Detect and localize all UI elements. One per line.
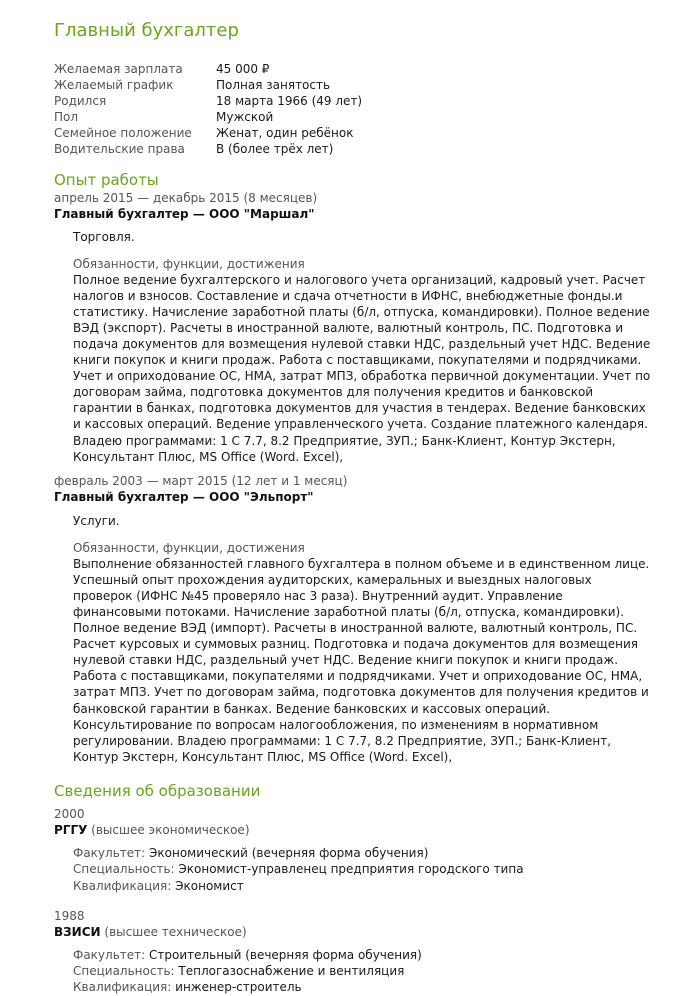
institution-name: ВЗИСИ xyxy=(54,924,101,939)
detail-value: 18 марта 1966 (49 лет) xyxy=(216,94,363,109)
job-duties: Полное ведение бухгалтерского и налогового учета организаций, кадровый учет. Расчет налогов и взносов. Составление и сдача отчетности в ИФНС, внебюджетные фонды.и статистику. Начисление заработной платы (б/л, отпуска, командировки). Полное ведение ВЭД (экспорт). Расчеты в иностранной валюте, валютный контроль, ПС. Подготовка и подача документов для возмещения нулевой ставки НДС, раздельный учет НДС. Ведение книги покупок и книги продаж. Работа с поставщиками, покупателями и подрядчиками. Учет и оприходование ОС, НМА, затрат МПЗ, обработка первичной документации. Учет по договорам займа, подготовка документов для получения кредитов и банковской гарантии в банках, подготовка документов для участия в тендерах. Ведение банковских и кассовых операций. Ведение управленческого учета. Создание платежного календаря. Владею программами: 1 С 7.7, 8.2 Предприятие, ЗУП.; Банк-Клиент, Контур Экстерн, Консультант Плюс, MS Office (Word. Excel), xyxy=(73,272,651,464)
detail-row-schedule xyxy=(54,77,646,93)
education-fields xyxy=(73,845,646,894)
education-fields xyxy=(73,947,646,996)
job-period: февраль 2003 — март 2015 (12 лет и 1 месяц) xyxy=(54,473,348,488)
duties-label: Обязанности, функции, достижения xyxy=(73,540,305,555)
qualification-label: Квалификация: xyxy=(73,878,172,893)
faculty-row xyxy=(73,845,646,861)
job-entry xyxy=(54,190,651,465)
education-heading: Сведения об образовании xyxy=(54,781,261,800)
detail-value: B (более трёх лет) xyxy=(216,142,334,157)
detail-row-gender xyxy=(54,109,646,125)
job-entry xyxy=(54,473,650,765)
qualification-value: Экономист xyxy=(175,878,244,893)
institution-kind: (высшее техническое) xyxy=(104,924,247,939)
education-institution xyxy=(54,822,646,839)
job-duties: Выполнение обязанностей главного бухгалтера в полном объеме и в единственном лице. Успешный опыт прохождения аудиторских, камеральных и выездных налоговых проверок (ИФНС №45 проверяло нас 3 раза). Внутренний аудит. Управление финансовыми потоками. Начисление заработной платы (б/л, отпуска, командировки). Полное ведение ВЭД (импорт). Расчеты в иностранной валюте, валютный контроль, ПС. Расчет курсовых и суммовых разниц. Подготовка и подача документов для возмещения нулевой ставки НДС, раздельный учет НДС. Ведение книги покупок и книги продаж. Работа с поставщиками, покупателями и подрядчиками. Учет и оприходование ОС, НМА, затрат МПЗ. Учет по договорам займа, подготовка документов для получения кредитов и банковской гарантии в банках. Ведение банковских и кассовых операций. Консультирование по вопросам налогообложения, по изменениям в нормативном регулировании. Владею программами: 1 С 7.7, 8.2 Предприятие, ЗУП.; Банк-Клиент, Контур Экстерн, Консультант Плюс, MS Office (Word. Excel), xyxy=(73,556,650,764)
specialty-value: Теплогазоснабжение и вентиляция xyxy=(178,964,405,979)
education-entry xyxy=(54,806,646,894)
institution-kind: (высшее экономическое) xyxy=(91,822,250,837)
detail-value: Полная занятость xyxy=(216,78,331,93)
specialty-label: Специальность: xyxy=(73,964,175,979)
qualification-row xyxy=(73,878,646,894)
faculty-label: Факультет: xyxy=(73,947,146,962)
detail-row-license xyxy=(54,141,646,157)
education-institution xyxy=(54,924,646,941)
specialty-row xyxy=(73,963,646,979)
detail-value: Мужской xyxy=(216,110,274,125)
institution-name: РГГУ xyxy=(54,822,88,837)
specialty-value: Экономист-управленец предприятия городского типа xyxy=(178,862,524,877)
detail-label: Семейное положение xyxy=(54,126,192,141)
detail-value: 45 000 ₽ xyxy=(216,62,270,76)
detail-row-salary xyxy=(54,61,646,77)
resume-title: Главный бухгалтер xyxy=(54,20,239,41)
detail-label: Желаемый график xyxy=(54,78,174,93)
job-period: апрель 2015 — декабрь 2015 (8 месяцев) xyxy=(54,190,318,205)
job-industry: Услуги. xyxy=(73,513,120,528)
experience-heading: Опыт работы xyxy=(54,170,159,189)
qualification-row xyxy=(73,979,646,995)
personal-details xyxy=(54,61,646,158)
detail-row-birth xyxy=(54,93,646,109)
detail-label: Родился xyxy=(54,94,107,109)
specialty-label: Специальность: xyxy=(73,862,175,877)
qualification-value: инженер-строитель xyxy=(175,980,302,995)
detail-label: Водительские права xyxy=(54,142,185,157)
job-position: Главный бухгалтер — ООО "Эльпорт" xyxy=(54,489,314,504)
specialty-row xyxy=(73,861,646,877)
duties-label: Обязанности, функции, достижения xyxy=(73,256,305,271)
job-industry: Торговля. xyxy=(73,229,135,244)
job-position: Главный бухгалтер — ООО "Маршал" xyxy=(54,206,315,221)
faculty-value: Строительный (вечерняя форма обучения) xyxy=(149,947,422,962)
faculty-label: Факультет: xyxy=(73,845,146,860)
detail-label: Пол xyxy=(54,110,79,125)
faculty-row xyxy=(73,947,646,963)
education-year: 2000 xyxy=(54,806,85,821)
education-year: 1988 xyxy=(54,908,85,923)
qualification-label: Квалификация: xyxy=(73,980,172,995)
detail-row-family xyxy=(54,125,646,141)
detail-value: Женат, один ребёнок xyxy=(216,126,354,141)
education-entry xyxy=(54,908,646,996)
detail-label: Желаемая зарплата xyxy=(54,62,183,76)
faculty-value: Экономический (вечерняя форма обучения) xyxy=(149,845,429,860)
